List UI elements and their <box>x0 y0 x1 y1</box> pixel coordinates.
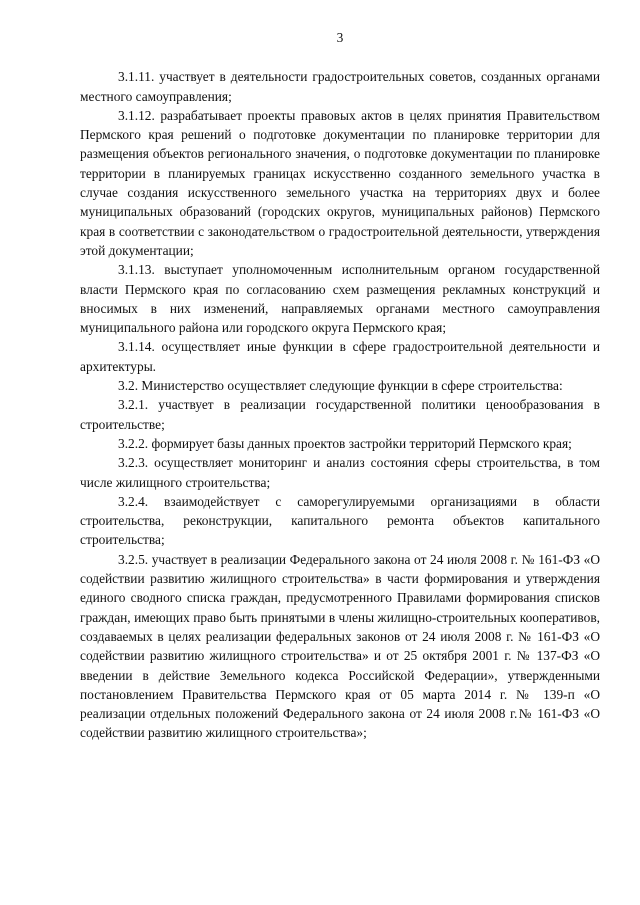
paragraph-3-2-4: 3.2.4. взаимодействует с саморегулируемыми организациями в области строительства, реконструкции, капитального ремонта объектов капитального строительства; <box>80 493 600 548</box>
paragraph-3-2-1: 3.2.1. участвует в реализации государственной политики ценообразования в строительстве; <box>80 397 600 432</box>
page-number: 3 <box>336 30 344 45</box>
paragraph-3-2: 3.2. Министерство осуществляет следующие функции в сфере строительства: <box>118 378 563 394</box>
paragraph-3-2-5: 3.2.5. участвует в реализации Федерального закона от 24 июля 2008 г. № 161-ФЗ «О содействии развитию жилищного строительства» в части формирования и утверждения единого сводного списка граждан, предусмотренного Правилами формирования списков граждан, имеющих право быть принятыми в члены жилищно-строительных кооперативов, создаваемых в целях реализации федеральных законов от 24 июля 2008 г. № 161-ФЗ «О содействии развитию жилищного строительства» и от 25 октября 2001 г. № 137-ФЗ «О введении в действие Земельного кодекса Российской Федерации», утвержденными постановлением Правительства Пермского края от 05 марта 2014 г. № 139-п «О реализации отдельных положений Федерального закона от 24 июля 2008 г.№ 161-ФЗ «О содействии развитию жилищного строительства»; <box>80 551 600 741</box>
paragraph-3-2-2: 3.2.2. формирует базы данных проектов застройки территорий Пермского края; <box>118 435 572 451</box>
paragraph-3-1-11: 3.1.11. участвует в деятельности градостроительных советов, созданных органами местного самоуправления; <box>80 69 600 104</box>
paragraph-3-1-13: 3.1.13. выступает уполномоченным исполнительным органом государственной власти Пермского края по согласованию схем размещения рекламных конструкций и вносимых в них изменений, направляемых органами местного самоуправления муниципального района или городского округа Пермского края; <box>80 262 600 336</box>
paragraph-3-1-14: 3.1.14. осуществляет иные функции в сфере градостроительной деятельности и архитектуры. <box>80 339 600 374</box>
document-page <box>80 28 600 743</box>
paragraph-3-1-12: 3.1.12. разрабатывает проекты правовых актов в целях принятия Правительством Пермского края решений о подготовке документации по планировке территории для размещения объектов регионального значения, о подготовке документации по планировке территории в планируемых границах искусственно созданного земельного участка в случае создания искусственного земельного участка на территориях двух и более муниципальных образований (городских округов, муниципальных районов) Пермского края в соответствии с законодательством о градостроительной деятельности, утверждения этой документации; <box>80 107 600 258</box>
paragraph-3-2-3: 3.2.3. осуществляет мониторинг и анализ состояния сферы строительства, в том числе жилищного строительства; <box>80 455 600 490</box>
